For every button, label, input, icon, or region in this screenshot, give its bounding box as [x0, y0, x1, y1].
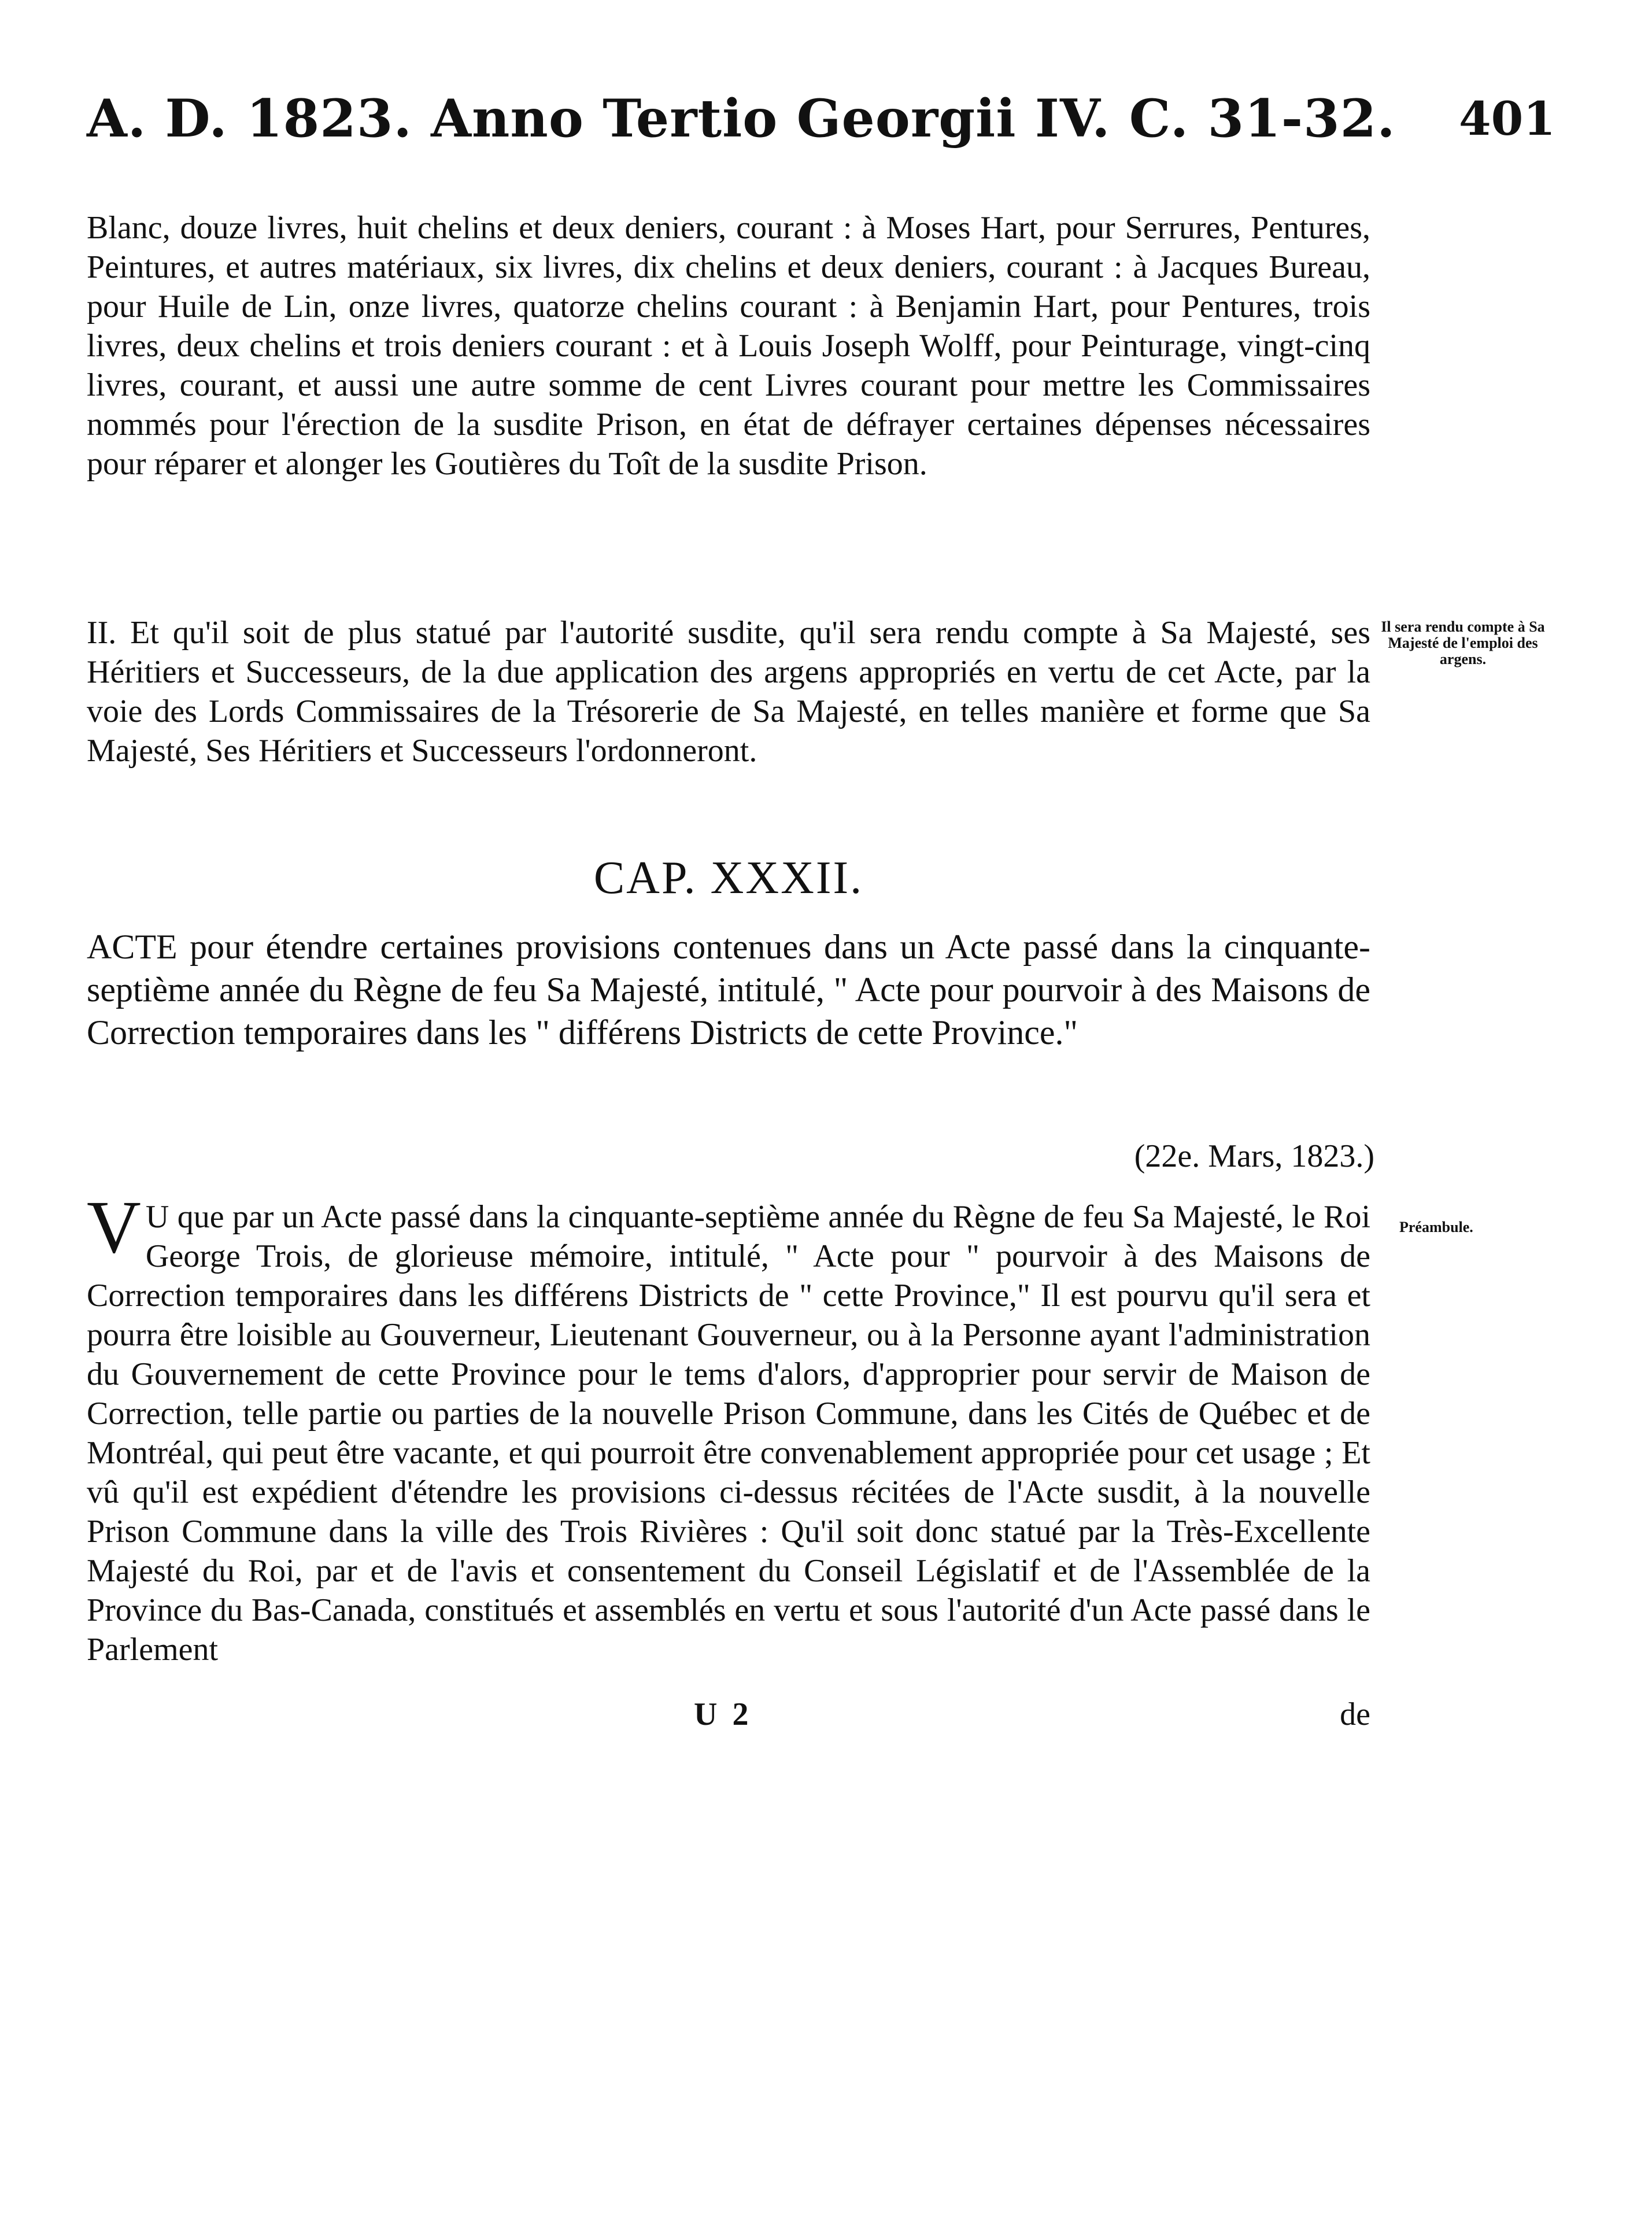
running-header [87, 87, 1555, 156]
paragraph-preamble [87, 1186, 1370, 1669]
catchword: de [1340, 1696, 1370, 1732]
paragraph-section-ii: II. Et qu'il soit de plus statué par l'autorité susdite, qu'il sera rendu compte à Sa Majesté, ses Héritiers et Successeurs, de la due application des argens appropriés en vertu de cet Acte, par la voie des Lords Commissaires de la Trésorerie de Sa Majesté, en telles manière et forme que Sa Majesté, Ses Héritiers et Successeurs l'ordonneront. [87, 615, 1370, 769]
page-number: 401 [1459, 91, 1555, 146]
paragraph-continuation: Blanc, douze livres, huit chelins et deux deniers, courant : à Moses Hart, pour Serrures, Pentures, Peintures, et autres matériaux, six livres, dix chelins et deux deniers, courant : à Jacques Bureau, pour Huile de Lin, onze livres, quatorze chelins courant : à Benjamin Hart, pour Pentures, trois livres, deux chelins et trois deniers courant : et à Louis Joseph Wolff, pour Peinturage, vingt-cinq livres, courant, et aussi une autre somme de cent Livres courant pour mettre les Commissaires nommés pour l'érection de la susdite Prison, en état de défrayer certaines dépenses nécessaires pour réparer et alonger les Goutières du Toît de la susdite Prison. [87, 210, 1370, 482]
sidenote-preamble: Préambule. [1399, 1219, 1473, 1235]
act-date: (22e. Mars, 1823.) [1134, 1138, 1374, 1174]
sidenote-accounting: Il sera rendu compte à Sa Majesté de l'emploi des argens. [1381, 618, 1545, 667]
signature-mark: U 2 [694, 1696, 752, 1732]
page-footer [87, 1695, 1370, 1735]
drop-cap: V [87, 1186, 141, 1269]
header-title: A. D. 1823. Anno Tertio Georgii IV. C. 31-32. [87, 88, 1396, 149]
chapter-title: CAP. XXXII. [593, 853, 864, 903]
act-title: ACTE pour étendre certaines provisions contenues dans un Acte passé dans la cinquante-septième année du Règne de feu Sa Majesté, intitulé, " Acte pour pourvoir à des Maisons de Correction temporaires dans les " différens Districts de cette Province." [87, 928, 1370, 1052]
preamble-text: U que par un Acte passé dans la cinquante-septième année du Règne de feu Sa Majesté, le Roi George Trois, de glorieuse mémoire, intitulé, " Acte pour " pourvoir à des Maisons de Correction temporaires dans les différens Districts de " cette Province," Il est pourvu qu'il sera et pourra être loisible au Gouverneur, Lieutenant Gouverneur, ou à la Personne ayant l'administration du Gouvernement de cette Province pour le tems d'alors, d'approprier pour servir de Maison de Correction, telle partie ou parties de la nouvelle Prison Commune, dans les Cités de Québec et de Montréal, qui peut être vacante, et qui pourroit être convenablement appropriée pour cet usage ; Et vû qu'il est expédient d'étendre les provisions ci-dessus récitées de l'Acte susdit, à la nouvelle Prison Commune dans la ville des Trois Rivières : Qu'il soit donc statué par la Très-Excellente Majesté du Roi, par et de l'avis et consentement du Conseil Législatif et de l'Assemblée de la Province du Bas-Canada, constitués et assemblés en vertu et sous l'autorité d'un Acte passé dans le Parlement [87, 1199, 1370, 1668]
